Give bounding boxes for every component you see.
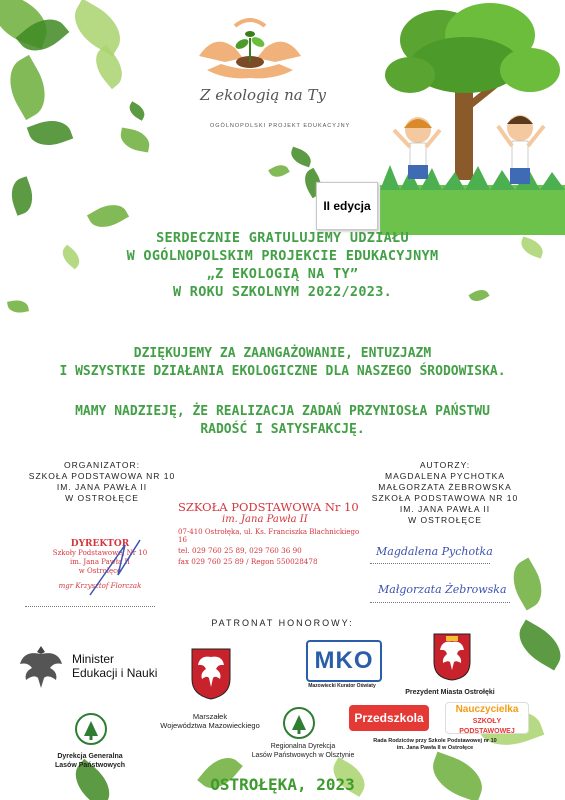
authors-line: IM. JANA PAWŁA II (399, 504, 491, 514)
nauczycielka-szkoly-logo (445, 702, 529, 734)
leaf-decoration (504, 558, 551, 611)
marshal-caption (160, 712, 260, 730)
organizer-line: IM. JANA PAWŁA II (56, 482, 148, 492)
patronage-heading: PATRONAT HONOROWY: (211, 618, 354, 628)
director-line: im. Jana Pawła II (70, 558, 130, 566)
signature-line (370, 563, 490, 564)
thanks-text (20, 345, 545, 381)
stamp-patron: im. Jana Pawła II (222, 514, 308, 525)
director-line: Szkoły Podstawowej Nr 10 (52, 549, 148, 557)
lasy-panstwowe-logo-icon (74, 712, 108, 746)
director-signature-name: mgr Krzysztof Florczak (58, 582, 142, 590)
organizer-block (22, 460, 182, 504)
logo-subtitle: OGÓLNOPOLSKI PROJEKT EDUKACYJNY (210, 123, 351, 129)
leaf-decoration (88, 45, 131, 90)
director-title: DYREKTOR (70, 539, 130, 549)
nauczycielka-przedszkola-logo (349, 705, 429, 731)
hands-with-plant-logo (195, 18, 305, 88)
congratulations-text (30, 229, 535, 301)
school-stamp (178, 500, 368, 566)
organizer-line: SZKOŁA PODSTAWOWA NR 10 (28, 471, 176, 481)
lp-regional-caption (248, 742, 358, 760)
signature-author-1: Magdalena Pychotka (376, 545, 493, 558)
edition-badge: II edycja (316, 182, 378, 230)
stamp-address: 07-410 Ostrołęka, ul. Ks. Franciszka Blachnickiego 16 (178, 528, 360, 544)
leaf-decoration (6, 176, 38, 215)
congrats-line: W ROKU SZKOLNYM 2022/2023. (172, 284, 393, 300)
nauczycielka-text: Nauczycielka (455, 704, 519, 715)
congrats-line: „Z EKOLOGIĄ NA TY” (206, 266, 359, 282)
congrats-line: SERDECZNIE GRATULUJEMY UDZIAŁU (156, 230, 409, 246)
parents-council-caption (360, 738, 510, 752)
mazowieckie-coat-of-arms-icon (190, 647, 232, 701)
lasy-panstwowe-regional-logo-icon (282, 706, 316, 740)
minister-line: Minister (72, 652, 115, 666)
thanks-line: I WSZYSTKIE DZIAŁANIA EKOLOGICZNE DLA NASZEGO ŚRODOWISKA. (59, 364, 506, 379)
authors-line: SZKOŁA PODSTAWOWA NR 10 (371, 493, 519, 503)
leaf-decoration (288, 147, 313, 168)
lp-regional-line: Lasów Państwowych w Olsztynie (251, 752, 355, 759)
lp-regional-line: Regionalna Dyrekcja (270, 743, 336, 750)
lp-general-line: Lasów Państwowych (54, 762, 126, 769)
hope-text (30, 403, 535, 439)
organizer-heading: ORGANIZATOR: (64, 460, 140, 470)
authors-heading: AUTORZY: (419, 460, 471, 470)
organizer-line: W OSTROŁĘCE (65, 493, 139, 503)
przedszkola-text: Przedszkola (354, 711, 424, 725)
authors-block (355, 460, 535, 526)
hope-line: RADOŚĆ I SATYSFAKCJĘ. (200, 422, 365, 437)
leaf-decoration (27, 114, 73, 152)
marshal-line: Marszałek (192, 712, 228, 721)
lp-general-caption (45, 752, 135, 770)
president-caption: Prezydent Miasta Ostrołęki (405, 689, 495, 696)
signature-line (370, 602, 510, 603)
minister-line: Edukacji i Nauki (72, 666, 158, 680)
minister-label (72, 652, 157, 680)
hope-line: MAMY NADZIEJĘ, ŻE REALIZACJA ZADAŃ PRZYNIOSŁA PAŃSTWU (75, 404, 490, 419)
signature-author-2: Małgorzata Żebrowska (378, 583, 507, 596)
lp-general-line: Dyrekcja Generalna (57, 753, 123, 760)
marshal-line: Województwa Mazowieckiego (160, 721, 260, 730)
leaf-decoration (268, 161, 290, 180)
leaf-decoration (126, 101, 148, 120)
congrats-line: W OGÓLNOPOLSKIM PROJEKCIE EDUKACYJNYM (126, 248, 439, 264)
director-signature-scribble (80, 535, 150, 605)
tree-with-children-illustration (380, 0, 565, 235)
director-line: w Ostrołęce (78, 567, 122, 575)
leaf-decoration (7, 298, 29, 314)
leaf-decoration (0, 55, 56, 120)
mko-logo: MKO (306, 640, 382, 682)
leaf-decoration (65, 0, 130, 56)
ostroleka-coat-of-arms-icon (432, 632, 472, 682)
nauczycielka-sub: SZKOŁY PODSTAWOWEJ (459, 718, 515, 735)
parents-line: Rada Rodziców przy Szkole Podstawowej nr 10 (373, 738, 497, 744)
stamp-phone: tel. 029 760 25 89, 029 760 36 90 (178, 546, 302, 555)
leaf-decoration (118, 128, 151, 153)
polish-eagle-icon (18, 642, 64, 692)
thanks-line: DZIĘKUJEMY ZA ZAANGAŻOWANIE, ENTUZJAZM (133, 346, 432, 361)
authors-line: MAŁGORZATA ŻEBROWSKA (378, 482, 512, 492)
footer-place-date: OSTROŁĘKA, 2023 (210, 775, 355, 794)
mko-caption: Mazowiecki Kurator Oświaty (308, 683, 376, 689)
authors-line: W OSTROŁĘCE (408, 515, 482, 525)
stamp-school-name: SZKOŁA PODSTAWOWA Nr 10 (178, 500, 359, 514)
authors-line: MAGDALENA PYCHOTKA (384, 471, 506, 481)
signature-line (25, 606, 155, 607)
parents-line: im. Jana Pawła II w Ostrołęce (396, 745, 474, 751)
stamp-fax: fax 029 760 25 89 / Regon 550028478 (178, 557, 318, 566)
logo-title: Z ekologią na Ty (200, 86, 326, 104)
